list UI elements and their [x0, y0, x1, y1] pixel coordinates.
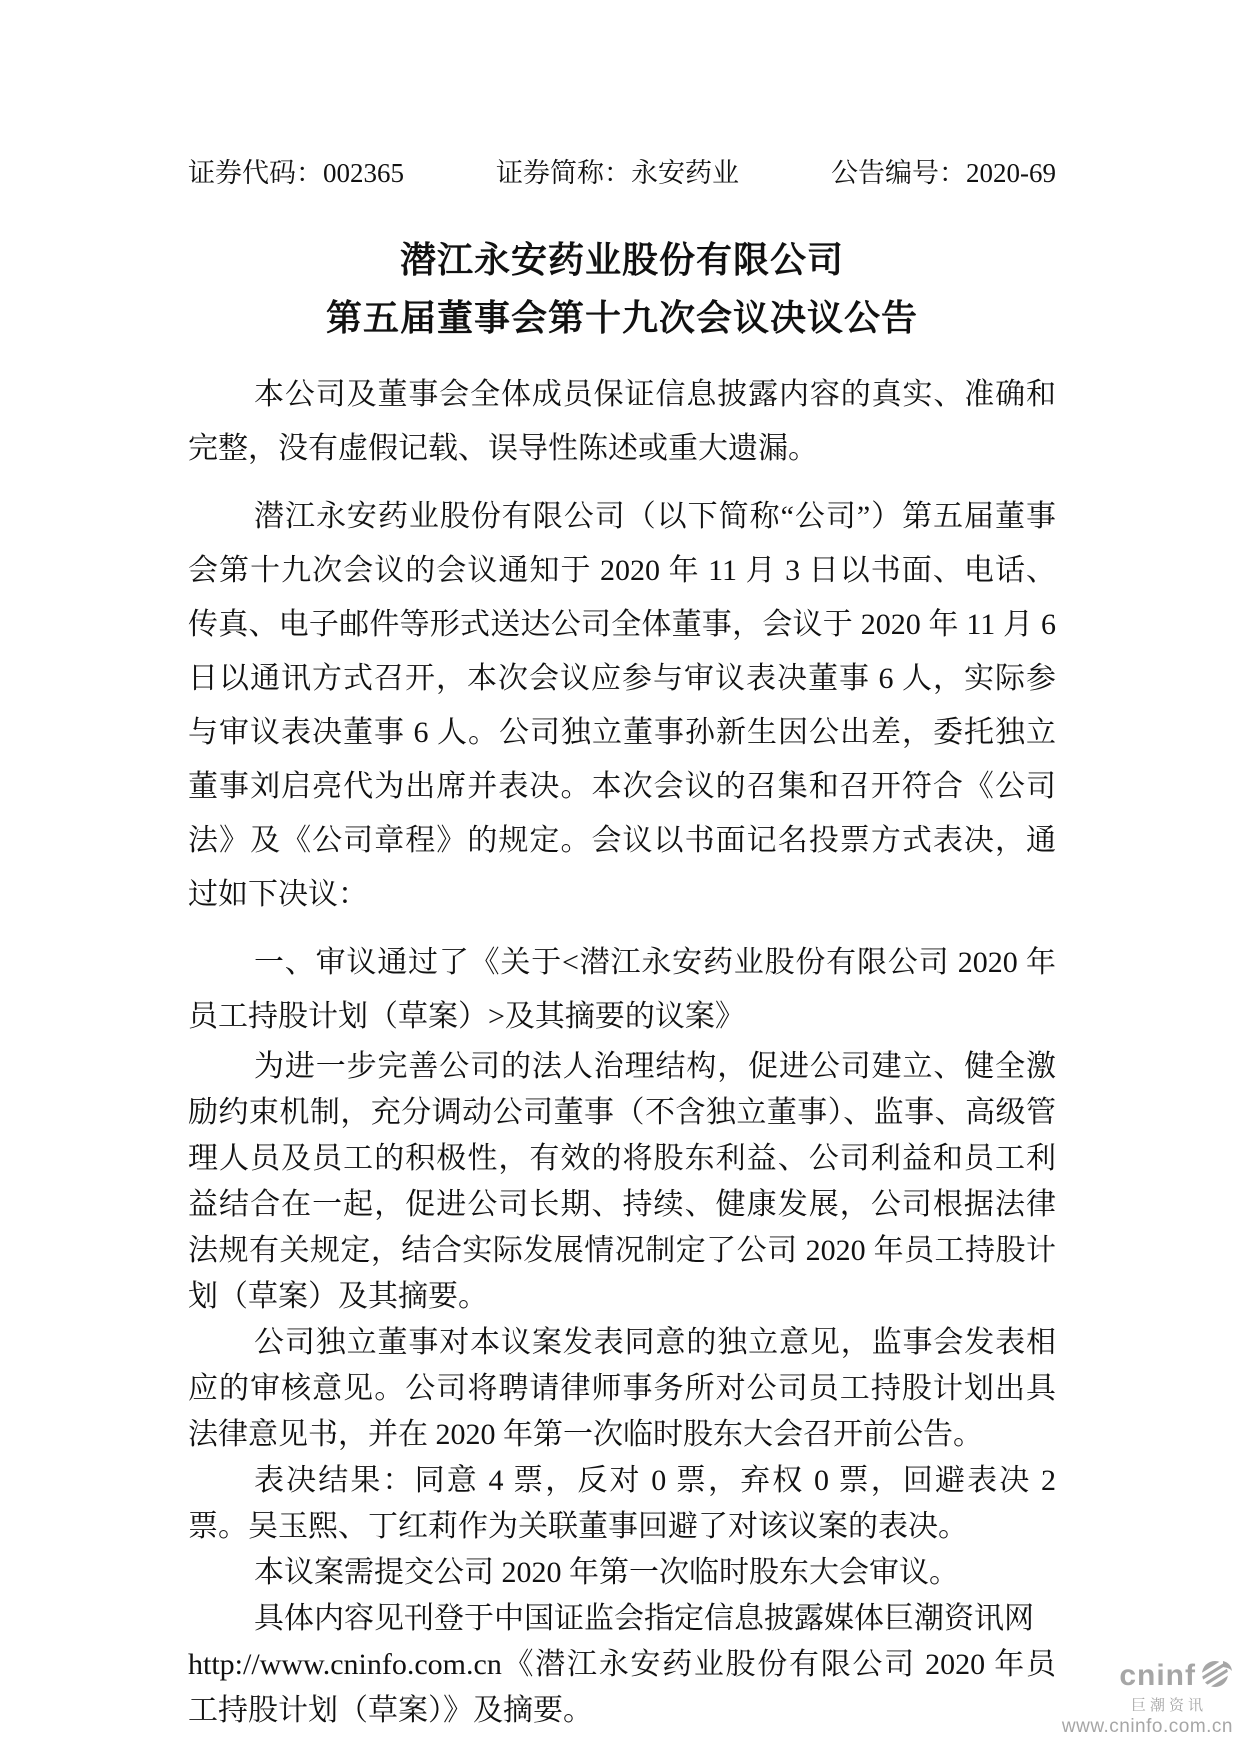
cninfo-globe-icon	[1199, 1657, 1233, 1695]
paragraph-independent-opinion: 公司独立董事对本议案发表同意的独立意见，监事会发表相应的审核意见。公司将聘请律师事务所对公司员工持股计划出具法律意见书，并在 2020 年第一次临时股东大会召开前公告。	[188, 1326, 1056, 1451]
document-header	[188, 158, 1056, 188]
paragraph-disclosure-url: http://www.cninfo.com.cn《潜江永安药业股份有限公司 2020 年员工持股计划（草案）》及摘要。	[188, 1648, 1056, 1727]
company-name-title: 潜江永安药业股份有限公司	[399, 239, 844, 280]
paragraph-vote-result: 表决结果：同意 4 票，反对 0 票，弃权 0 票，回避表决 2 票。吴玉熙、丁红莉作为关联董事回避了对该议案的表决。	[188, 1464, 1056, 1543]
paragraph-submit-to-agm: 本议案需提交公司 2020 年第一次临时股东大会审议。	[254, 1556, 959, 1589]
paragraph-guarantee-statement: 本公司及董事会全体成员保证信息披露内容的真实、准确和完整，没有虚假记载、误导性陈述或重大遗漏。	[188, 378, 1056, 465]
announcement-number: 公告编号：2020-69	[831, 158, 1056, 188]
announcement-body	[188, 368, 1056, 1734]
announcement-title: 第五届董事会第十九次会议决议公告	[325, 297, 918, 338]
stock-code: 证券代码：002365	[188, 158, 404, 188]
cninfo-chinese-name: 巨潮资讯	[1130, 1697, 1207, 1714]
cninfo-brand-row	[1062, 1657, 1233, 1695]
cninfo-watermark	[1062, 1657, 1233, 1736]
heading-resolution-item-1: 一、审议通过了《关于<潜江永安药业股份有限公司 2020 年员工持股计划（草案）>及其摘要的议案》	[188, 946, 1056, 1033]
paragraph-meeting-info: 潜江永安药业股份有限公司（以下简称“公司”）第五届董事会第十九次会议的会议通知于 2020 年 11 月 3 日以书面、电话、传真、电子邮件等形式送达公司全体董事，会议于 2020 年 11 月 6 日以通讯方式召开，本次会议应参与审议表决董事 6 人，实际参与审议表决董事 6 人。公司独立董事孙新生因公出差，委托独立董事刘启亮代为出席并表决。本次会议的召集和召开符合《公司法》及《公司章程》的规定。会议以书面记名投票方式表决，通过如下决议：	[188, 500, 1056, 911]
cninfo-brand-text: cninf	[1119, 1659, 1196, 1692]
stock-short-name: 证券简称：永安药业	[496, 158, 739, 188]
cninfo-url: www.cninfo.com.cn	[1061, 1716, 1233, 1737]
document-content	[188, 158, 1056, 1734]
paragraph-disclosure-media: 具体内容见刊登于中国证监会指定信息披露媒体巨潮资讯网	[254, 1602, 1034, 1635]
paragraph-plan-purpose: 为进一步完善公司的法人治理结构，促进公司建立、健全激励约束机制，充分调动公司董事（不含独立董事）、监事、高级管理人员及员工的积极性，有效的将股东利益、公司利益和员工利益结合在一起，促进公司长期、持续、健康发展，公司根据法律法规有关规定，结合实际发展情况制定了公司 2020 年员工持股计划（草案）及其摘要。	[188, 1050, 1056, 1313]
